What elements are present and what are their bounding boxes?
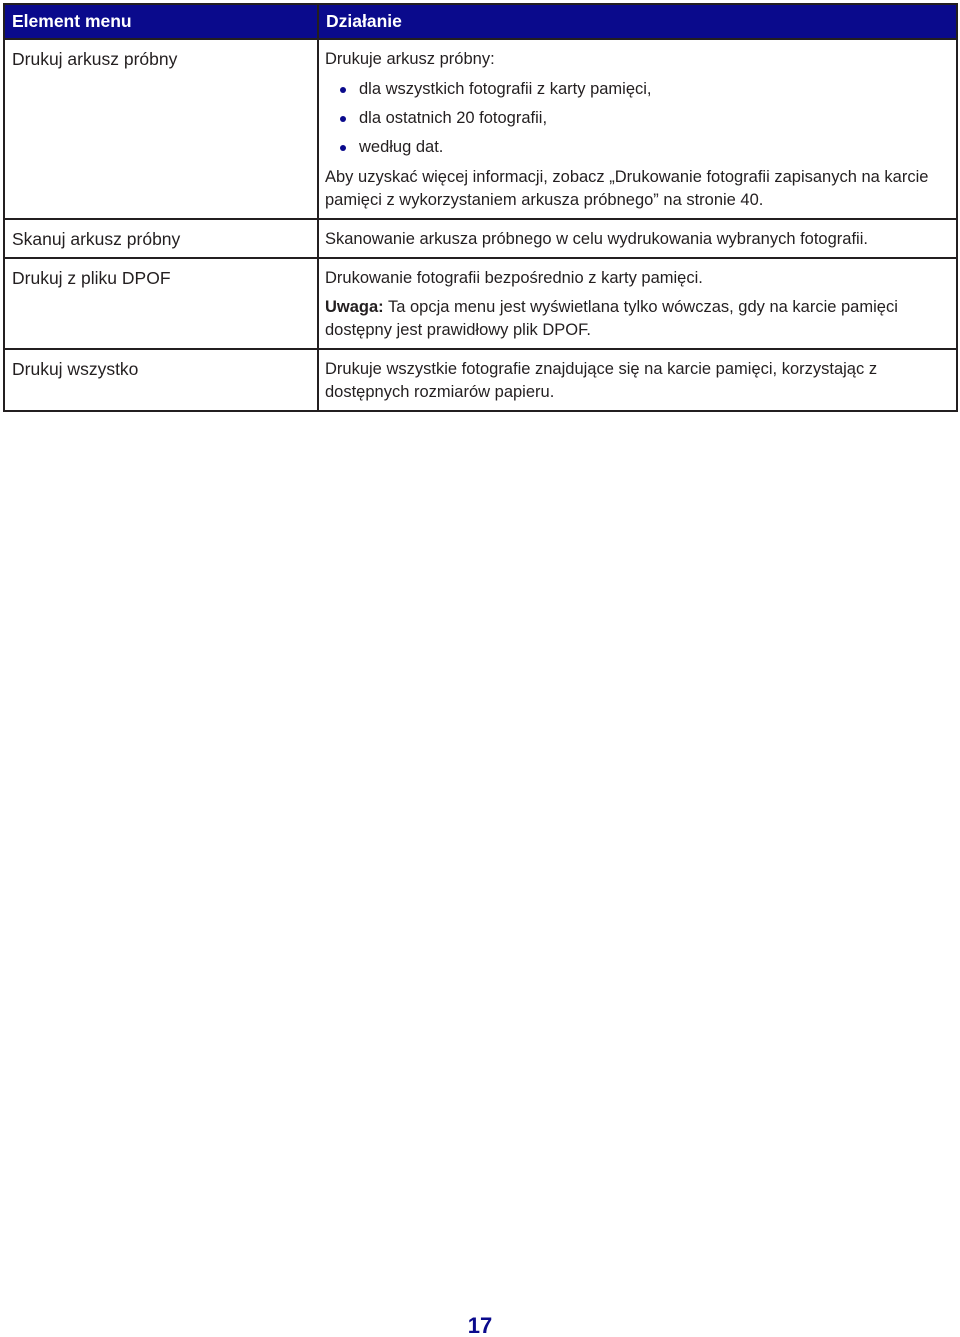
- bullet-dot-icon: [340, 116, 346, 122]
- note-label: Uwaga:: [325, 298, 384, 316]
- note-text: Ta opcja menu jest wyświetlana tylko wówczas, gdy na karcie pamięci dostępny jest prawidłowy plik DPOF.: [325, 298, 898, 339]
- list-item: [325, 104, 950, 133]
- menu-item-action: [318, 349, 957, 411]
- menu-item-label: Skanuj arkusz próbny: [4, 219, 318, 258]
- table-row: [4, 258, 957, 349]
- page-number: 17: [467, 1313, 493, 1337]
- table-row: [4, 39, 957, 219]
- menu-item-label: Drukuj z pliku DPOF: [4, 258, 318, 349]
- list-item: [325, 133, 950, 162]
- menu-options-table: [3, 3, 958, 412]
- list-item-text: dla wszystkich fotografii z karty pamięci,: [359, 80, 652, 98]
- list-item-text: według dat.: [359, 138, 444, 156]
- list-item-text: dla ostatnich 20 fotografii,: [359, 109, 548, 127]
- menu-item-action: [318, 258, 957, 349]
- list-item: [325, 75, 950, 104]
- table-row: [4, 349, 957, 411]
- more-info-reference: Aby uzyskać więcej informacji, zobacz „Drukowanie fotografii zapisanych na karcie pamięci z wykorzystaniem arkusza próbnego” na stronie 40.: [325, 168, 929, 209]
- action-description: Skanowanie arkusza próbnego w celu wydrukowania wybranych fotografii.: [325, 230, 868, 248]
- header-action: Działanie: [318, 4, 957, 39]
- menu-item-action: [318, 39, 957, 219]
- table-row: [4, 219, 957, 258]
- bullet-dot-icon: [340, 145, 346, 151]
- table-header-row: [4, 4, 957, 39]
- header-menu-item: Element menu: [4, 4, 318, 39]
- action-intro: Drukuje arkusz próbny:: [325, 50, 495, 68]
- bullet-dot-icon: [340, 87, 346, 93]
- action-description: Drukowanie fotografii bezpośrednio z karty pamięci.: [325, 269, 703, 287]
- menu-item-label: Drukuj wszystko: [4, 349, 318, 411]
- menu-item-action: [318, 219, 957, 258]
- note: [325, 296, 950, 342]
- menu-item-label: Drukuj arkusz próbny: [4, 39, 318, 219]
- bullet-list: [325, 75, 950, 162]
- action-description: Drukuje wszystkie fotografie znajdujące się na karcie pamięci, korzystając z dostępnych rozmiarów papieru.: [325, 360, 878, 401]
